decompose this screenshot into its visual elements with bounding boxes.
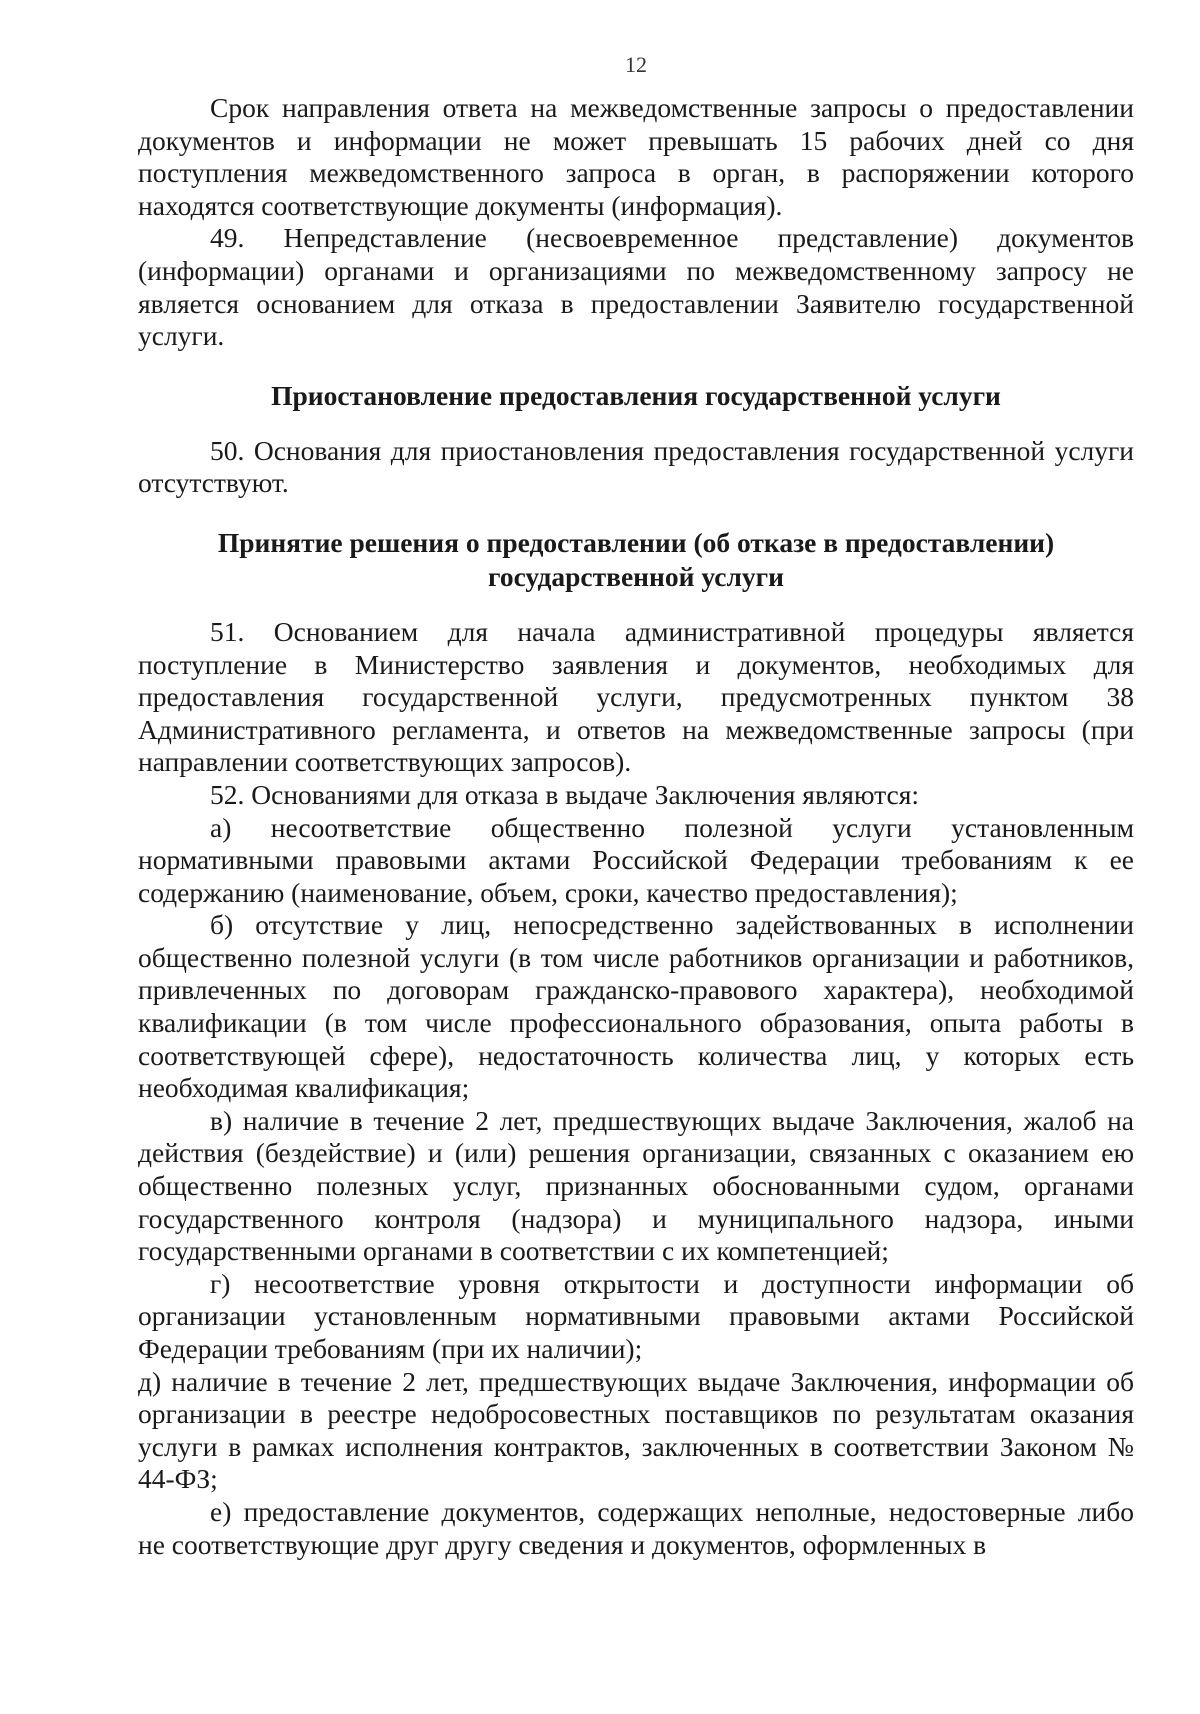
item-a: а) несоответствие общественно полезной услуги установленным нормативными правовыми актами Российской Федерации требованиям к ее содержанию (наименование, объем, сроки, качество предоставления); [138, 811, 1134, 908]
heading-decision-line2: государственной услуги [488, 560, 784, 592]
paragraph-50: 50. Основания для приостановления предоставления государственной услуги отсутствуют. [138, 434, 1134, 499]
paragraph-51: 51. Основанием для начала административной процедуры является поступление в Министерство заявления и документов, необходимых для предоставления государственной услуги, предусмотренных пунктом 38 Административного регламента, и ответов на межведомственные запросы (при направлении соответствующих запросов). [138, 615, 1134, 778]
paragraph-52: 52. Основаниями для отказа в выдаче Заключения являются: [210, 778, 919, 810]
item-b: б) отсутствие у лиц, непосредственно задействованных в исполнении общественно полезной услуги (в том числе работников организации и работников, привлеченных по договорам гражданско-правового характера), необходимой квалификации (в том числе профессионального образования, опыта работы в соответствующей сфере), недостаточность количества лиц, у которых есть необходимая квалификация; [138, 909, 1134, 1104]
paragraph-49: 49. Непредставление (несвоевременное представление) документов (информации) органами и организациями по межведомственному запросу не является основанием для отказа в предоставлении Заявителю государственной услуги. [138, 222, 1134, 352]
item-d: д) наличие в течение 2 лет, предшествующих выдаче Заключения, информации об организации в реестре недобросовестных поставщиков по результатам оказания услуги в рамках исполнения контрактов, заключенных в соответствии Законом № 44-ФЗ; [138, 1365, 1134, 1495]
item-e: е) предоставление документов, содержащих неполные, недостоверные либо не соответствующие друг другу сведения и документов, оформленных в [138, 1495, 1134, 1560]
heading-decision-line1: Принятие решения о предоставлении (об отказе в предоставлении) [217, 526, 1055, 558]
heading-decision [138, 526, 1134, 594]
heading-suspension: Приостановление предоставления государственной услуги [271, 379, 1001, 411]
page-number: 12 [625, 52, 647, 77]
paragraph-response-deadline: Срок направления ответа на межведомственные запросы о предоставлении документов и информации не может превышать 15 рабочих дней со дня поступления межведомственного запроса в орган, в распоряжении которого находятся соответствующие документы (информация). [138, 92, 1134, 221]
document-body [138, 92, 1134, 1561]
item-v: в) наличие в течение 2 лет, предшествующих выдаче Заключения, жалоб на действия (бездействие) и (или) решения организации, связанных с оказанием ею общественно полезных услуг, признанных обоснованными судом, органами государственного контроля (надзора) и муниципального надзора, иными государственными органами в соответствии с их компетенцией; [138, 1104, 1134, 1267]
item-g: г) несоответствие уровня открытости и доступности информации об организации установленным нормативными правовыми актами Российской Федерации требованиям (при их наличии); [138, 1267, 1134, 1364]
